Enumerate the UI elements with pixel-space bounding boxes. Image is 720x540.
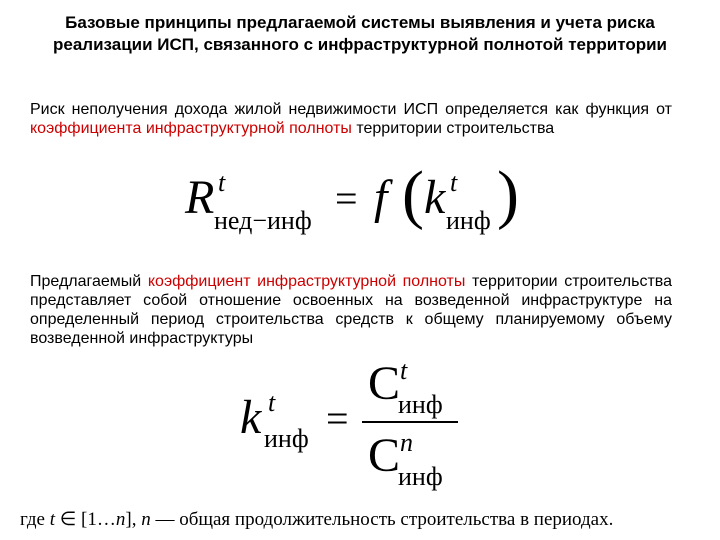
formula1-R-superscript: t [218, 168, 226, 197]
formula2-numerator-C: C [368, 357, 401, 410]
footnote-range-start: ∈ [1… [54, 509, 116, 530]
footnote-where: где [20, 509, 50, 530]
formula2-equals: = [326, 396, 349, 441]
formula2-denominator-subscript: инф [398, 462, 443, 491]
footnote-t: t [49, 509, 55, 530]
paragraph2-text-start: Предлагаемый [30, 273, 148, 290]
slide-title [20, 12, 700, 56]
formula2-numerator-subscript: инф [398, 390, 443, 419]
formula1-R-subscript: нед−инф [214, 206, 312, 235]
formula2-k-superscript: t [268, 388, 276, 417]
paragraph2-highlight: коэффициент инфраструктурной полноты [147, 273, 466, 290]
formula1-right-paren: ) [497, 158, 519, 231]
title-line-2: реализации ИСП, связанного с инфраструктурной полнотой территории [52, 35, 668, 54]
paragraph1-text-end: территории строительства [351, 120, 555, 137]
formula1-k-superscript: t [450, 168, 458, 197]
formula1-equals: = [335, 176, 358, 221]
formula1-R: R [185, 171, 215, 224]
formula2-k-subscript: инф [264, 424, 309, 453]
fraction-bar [362, 421, 458, 423]
formula1-k: k [424, 171, 446, 224]
paragraph1-text-start: Риск неполучения дохода жилой недвижимости ИСП определяется как функция от [30, 101, 672, 118]
title-line-1: Базовые принципы предлагаемой системы выявления и учета риска [65, 13, 655, 32]
formula2-k: k [240, 391, 262, 444]
paragraph1-highlight: коэффициента инфраструктурной полноты [30, 120, 352, 137]
paragraph-risk-definition [30, 100, 672, 138]
paragraph2-text-end: территории строительства представляет собой отношение освоенных на возведенной инфраструктуре на определенный период строительства средств к общему планируемому объему возведенной инфраструктуры [30, 273, 672, 347]
footnote-rest: — общая продолжительность строительства в периодах. [150, 509, 614, 530]
formula2-denominator-superscript: n [400, 428, 413, 457]
footnote-n-range: n [115, 509, 126, 530]
formula2-numerator-superscript: t [400, 356, 408, 385]
footnote-variables [20, 509, 710, 531]
footnote-n: n [141, 509, 151, 530]
formula1-k-subscript: инф [446, 206, 491, 235]
paragraph-coefficient-definition [30, 272, 672, 348]
formula2-denominator-C: C [368, 429, 401, 482]
formula1-f: f [374, 171, 388, 224]
footnote-range-end: ], [125, 509, 142, 530]
formula1-left-paren: ( [402, 158, 424, 231]
